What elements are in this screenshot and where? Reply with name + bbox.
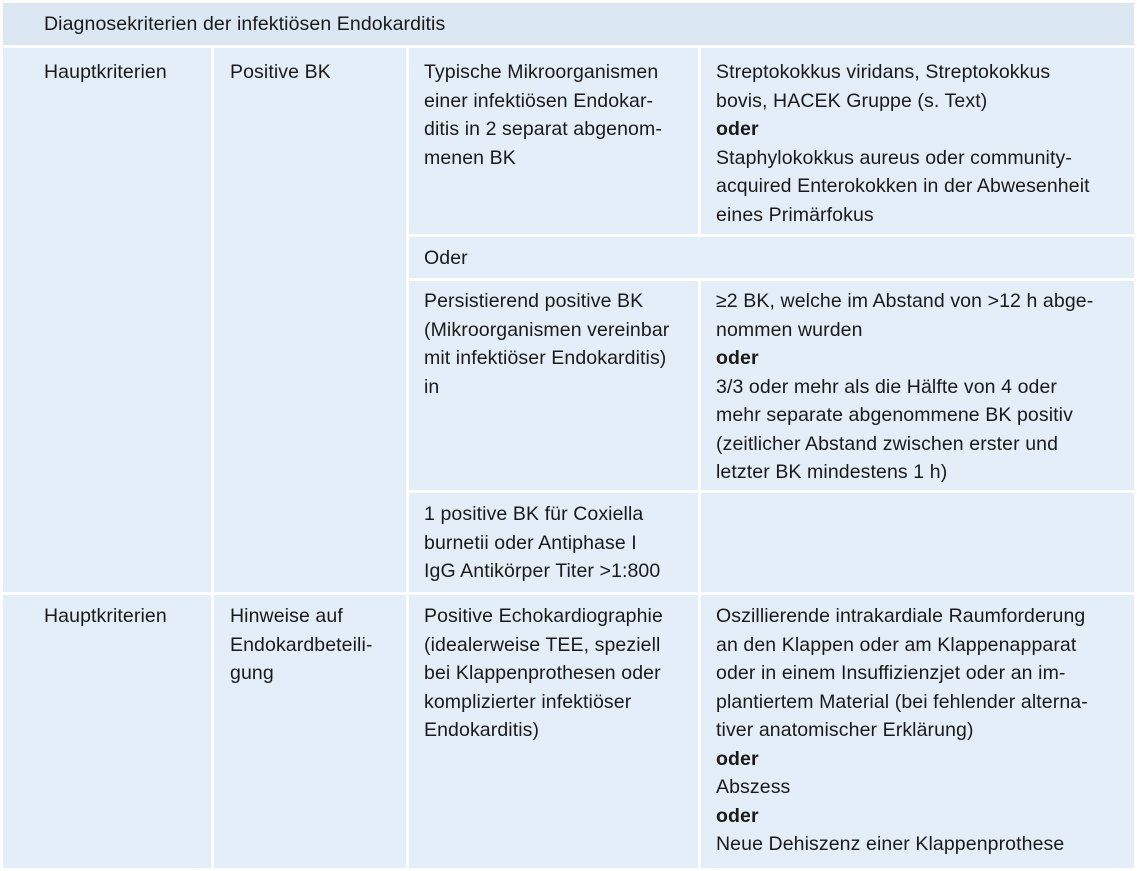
criterion-line: ditis in 2 separat abgenom- [424,118,662,140]
detail-line: tiver anatomischer Erklärung) [716,719,974,741]
subcategory-line: gung [230,662,274,684]
criterion-line: Typische Mikroorganismen [424,61,659,83]
section1-row2-cell [409,237,1134,278]
section2-criterion-cell [409,595,698,868]
detail-line: an den Klappen oder am Klappenapparat [716,633,1077,656]
detail-line: mehr separate abgenommene BK positiv [716,404,1073,426]
detail-line: eines Primärfokus [716,203,874,226]
criterion-line: burnetii oder Antiphase I [424,531,637,554]
section1-row4-detail-cell [701,493,1134,592]
criterion-line: komplizierter infektiöser [424,690,632,713]
section1-category-cell [3,48,211,592]
table-title: Diagnosekriterien der infektiösen Endokarditis [44,13,446,35]
subcategory-line: Endokardbeteili- [230,633,373,656]
criterion-line: 1 positive BK für Coxiella [424,503,644,525]
detail-line: Streptokokkus viridans, Streptokokkus [716,61,1051,83]
section1-subcategory: Positive BK [230,61,331,83]
detail-line: acquired Enterokokken in der Abwesenheit [716,175,1090,197]
detail-line: letzter BK mindestens 1 h) [716,461,948,483]
section2-subcategory-cell [214,595,406,868]
criterion-line: Positive Echokardiographie [424,605,663,627]
section1-row1-criterion-cell [409,48,698,234]
detail-connector: oder [716,804,759,827]
section1-row4-criterion-cell [409,493,698,592]
detail-line: Oszillierende intrakardiale Raumforderung [716,605,1086,627]
section2-category-cell [3,595,211,868]
section1-category: Hauptkriterien [44,61,167,83]
detail-line: 3/3 oder mehr als die Hälfte von 4 oder [716,375,1058,398]
section1-row3-detail-cell [701,281,1134,490]
criterion-line: mit infektiöser Endokarditis) [424,347,667,369]
detail-connector: oder [716,347,759,369]
subcategory-line: Hinweise auf [230,605,343,627]
criterion-line: (idealerweise TEE, speziell [424,633,661,656]
detail-line: (zeitlicher Abstand zwischen erster und [716,432,1059,455]
criterion-line: bei Klappenprothesen oder [424,662,661,684]
criterion-line: Endokarditis) [424,719,540,741]
detail-line: plantiertem Material (bei fehlender alterna- [716,690,1088,713]
detail-line: oder in einem Insuffizienzjet oder an im- [716,662,1066,684]
detail-line: nommen wurden [716,318,863,341]
table-header [3,3,1134,45]
criterion-line: menen BK [424,146,516,169]
criterion-line: einer infektiösen Endokar- [424,89,654,112]
detail-line: ≥2 BK, welche im Abstand von >12 h abge- [716,290,1094,312]
detail-line: Neue Dehiszenz einer Klappenprothese [716,833,1065,855]
section1-subcategory-cell [214,48,406,592]
detail-line: Staphylokokkus aureus oder community- [716,146,1072,169]
detail-line: bovis, HACEK Gruppe (s. Text) [716,89,988,112]
detail-line: Abszess [716,776,791,798]
section2-detail-cell [701,595,1134,868]
section1-row3-criterion-cell [409,281,698,490]
or-separator: Oder [424,247,468,269]
detail-connector: oder [716,747,759,770]
detail-connector: oder [716,118,759,140]
criterion-line: in [424,375,440,398]
section2-category: Hauptkriterien [44,605,167,627]
criterion-line: Persistierend positive BK [424,290,644,312]
criterion-line: (Mikroorganismen vereinbar [424,318,670,341]
section1-row1-detail-cell [701,48,1134,234]
criterion-line: IgG Antikörper Titer >1:800 [424,560,661,582]
